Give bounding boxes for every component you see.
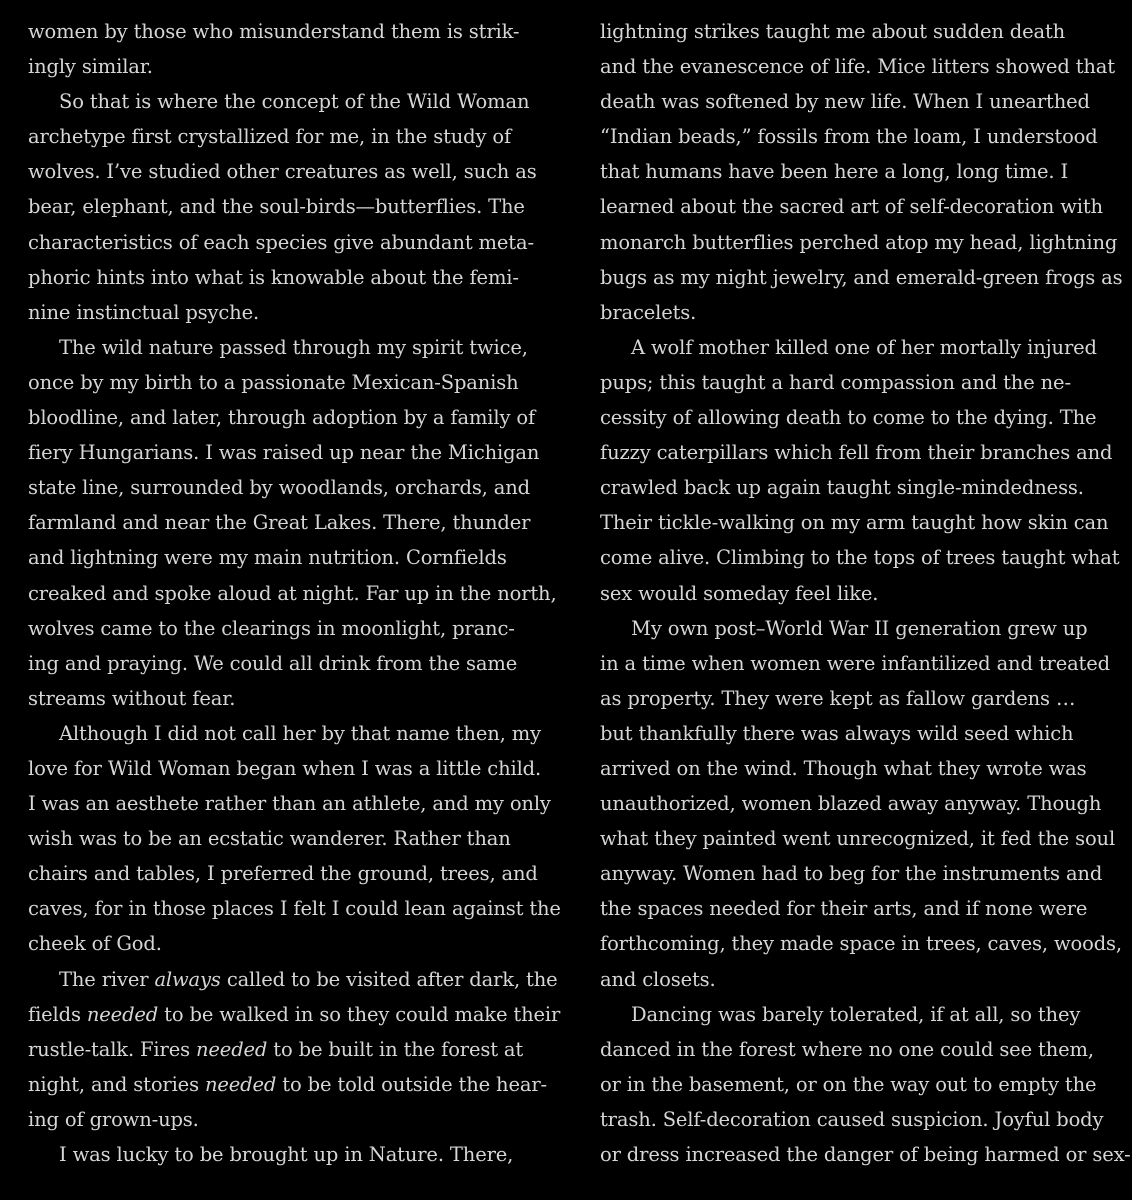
- text-segment: bear, elephant, and the soul-birds—butterflies. The: [28, 195, 525, 219]
- text-line: [28, 365, 548, 400]
- text-line: [28, 84, 548, 119]
- text-line: [600, 295, 1120, 330]
- text-segment: characteristics of each species give abundant meta-: [28, 230, 534, 254]
- text-segment: love for Wild Woman began when I was a little child.: [28, 756, 542, 780]
- text-segment: I was lucky to be brought up in Nature. There,: [59, 1143, 514, 1166]
- text-line: [28, 997, 561, 1032]
- text-segment: So that is where the concept of the Wild Woman: [59, 90, 530, 114]
- text-segment: bugs as my night jewelry, and emerald-green frogs as: [600, 265, 1123, 289]
- text-segment: bloodline, and later, through adoption by a family of: [28, 406, 536, 430]
- text-line: [600, 1032, 1120, 1067]
- text-segment: to be walked in so they could make their: [158, 1002, 561, 1026]
- text-segment: wolves came to the clearings in moonlight, pranc-: [28, 616, 515, 640]
- text-segment: ing and praying. We could all drink from the same: [28, 651, 518, 675]
- text-segment: or in the basement, or on the way out to empty the: [600, 1072, 1097, 1096]
- text-segment: that humans have been here a long, long time. I: [600, 160, 1069, 184]
- text-segment: arrived on the wind. Though what they wrote was: [600, 756, 1087, 780]
- text-segment: Dancing was barely tolerated, if at all, so they: [631, 1002, 1081, 1026]
- text-segment: and closets.: [600, 967, 716, 991]
- text-line: [28, 540, 548, 575]
- text-line: [600, 962, 1120, 997]
- text-segment: trash. Self-decoration caused suspicion. Joyful body: [600, 1107, 1104, 1131]
- text-line: [28, 260, 548, 295]
- text-segment: anyway. Women had to beg for the instruments and: [600, 862, 1103, 886]
- text-segment: wolves. I’ve studied other creatures as well, such as: [28, 160, 537, 184]
- text-segment: called to be visited after dark, the: [220, 967, 558, 991]
- text-segment: ingly similar.: [28, 55, 153, 79]
- text-line: [600, 1102, 1120, 1137]
- text-line: [28, 821, 548, 856]
- text-segment: My own post–World War II generation grew up: [631, 616, 1088, 640]
- text-line: [28, 435, 548, 470]
- text-segment: state line, surrounded by woodlands, orchards, and: [28, 476, 530, 500]
- text-segment: to be built in the forest at: [267, 1037, 524, 1061]
- text-line: [600, 751, 1120, 786]
- text-line: [600, 891, 1120, 926]
- text-segment: streams without fear.: [28, 686, 236, 710]
- text-line: [28, 470, 548, 505]
- text-line: [600, 716, 1120, 751]
- text-line: [600, 260, 1123, 295]
- text-line: [600, 997, 1120, 1032]
- text-segment: death was softened by new life. When I unearthed: [600, 90, 1090, 114]
- text-line: [28, 1067, 548, 1102]
- text-segment: but thankfully there was always wild seed which: [600, 721, 1074, 745]
- text-line: [28, 1032, 548, 1067]
- text-line: [28, 716, 548, 751]
- text-segment: unauthorized, women blazed away anyway. Though: [600, 792, 1102, 816]
- text-segment: to be told outside the hear-: [276, 1072, 547, 1096]
- text-line: [600, 435, 1120, 470]
- text-segment: nine instinctual psyche.: [28, 300, 260, 324]
- text-line: [28, 330, 548, 365]
- text-segment: once by my birth to a passionate Mexican-Spanish: [28, 370, 519, 394]
- text-line: [28, 1137, 548, 1172]
- left-text-column: [28, 14, 561, 1172]
- text-line: [600, 646, 1120, 681]
- text-segment: danced in the forest where no one could see them,: [600, 1037, 1094, 1061]
- text-segment: forthcoming, they made space in trees, caves, woods,: [600, 932, 1122, 956]
- text-line: [600, 189, 1120, 224]
- text-segment: archetype first crystallized for me, in the study of: [28, 125, 512, 149]
- text-line: [600, 856, 1120, 891]
- text-segment: night, and stories: [28, 1072, 205, 1096]
- text-line: [600, 154, 1120, 189]
- text-segment: and lightning were my main nutrition. Cornfields: [28, 546, 507, 570]
- text-line: [600, 505, 1120, 540]
- text-line: [600, 49, 1120, 84]
- text-line: [600, 84, 1120, 119]
- text-line: [600, 681, 1120, 716]
- text-line: [600, 821, 1120, 856]
- text-line: [28, 505, 548, 540]
- text-segment: or dress increased the danger of being harmed or sex-: [600, 1143, 1131, 1166]
- text-line: [600, 225, 1120, 260]
- text-line: [28, 926, 548, 961]
- text-line: [28, 681, 548, 716]
- text-segment: phoric hints into what is knowable about the femi-: [28, 265, 519, 289]
- text-segment: lightning strikes taught me about sudden death: [600, 20, 1066, 43]
- italic-text-segment: always: [154, 967, 221, 991]
- text-segment: crawled back up again taught single-mindedness.: [600, 476, 1084, 500]
- text-line: [28, 49, 548, 84]
- text-segment: cheek of God.: [28, 932, 162, 956]
- text-segment: monarch butterflies perched atop my head, lightning: [600, 230, 1118, 254]
- text-segment: fuzzy caterpillars which fell from their branches and: [600, 441, 1113, 465]
- text-line: [600, 926, 1120, 961]
- text-line: [600, 1067, 1120, 1102]
- text-segment: Although I did not call her by that name then, my: [59, 721, 541, 745]
- text-line: [28, 611, 548, 646]
- text-segment: rustle-talk. Fires: [28, 1037, 196, 1061]
- text-segment: A wolf mother killed one of her mortally injured: [631, 335, 1097, 359]
- text-line: [28, 751, 548, 786]
- text-segment: in a time when women were infantilized and treated: [600, 651, 1110, 675]
- text-segment: sex would someday feel like.: [600, 581, 879, 605]
- text-segment: come alive. Climbing to the tops of trees taught what: [600, 546, 1120, 570]
- text-segment: farmland and near the Great Lakes. There, thunder: [28, 511, 531, 535]
- text-line: [28, 856, 548, 891]
- text-segment: ing of grown-ups.: [28, 1107, 199, 1131]
- text-segment: The wild nature passed through my spirit twice,: [59, 335, 528, 359]
- text-line: [28, 225, 548, 260]
- text-line: [28, 646, 548, 681]
- text-segment: pups; this taught a hard compassion and the ne-: [600, 370, 1071, 394]
- text-line: [600, 14, 1120, 49]
- text-segment: and the evanescence of life. Mice litters showed that: [600, 55, 1115, 79]
- text-segment: the spaces needed for their arts, and if none were: [600, 897, 1088, 921]
- text-line: [28, 786, 551, 821]
- text-segment: fiery Hungarians. I was raised up near the Michigan: [28, 441, 540, 465]
- text-segment: as property. They were kept as fallow gardens …: [600, 686, 1076, 710]
- text-line: [600, 611, 1120, 646]
- text-line: [600, 470, 1120, 505]
- text-segment: Their tickle-walking on my arm taught how skin can: [600, 511, 1109, 535]
- text-line: [600, 400, 1120, 435]
- text-segment: women by those who misunderstand them is strik-: [28, 20, 520, 43]
- text-segment: I was an aesthete rather than an athlete, and my only: [28, 792, 551, 816]
- text-line: [28, 1102, 548, 1137]
- text-line: [28, 400, 548, 435]
- text-segment: learned about the sacred art of self-decoration with: [600, 195, 1103, 219]
- text-segment: cessity of allowing death to come to the dying. The: [600, 406, 1097, 430]
- italic-text-segment: needed: [86, 1002, 159, 1026]
- text-segment: creaked and spoke aloud at night. Far up in the north,: [28, 581, 557, 605]
- text-segment: fields: [28, 1002, 87, 1026]
- right-text-column: [600, 14, 1131, 1172]
- text-line: [600, 330, 1120, 365]
- italic-text-segment: needed: [196, 1037, 268, 1061]
- text-line: [28, 14, 548, 49]
- text-segment: caves, for in those places I felt I could lean against the: [28, 897, 561, 921]
- text-segment: what they painted went unrecognized, it fed the soul: [600, 827, 1116, 851]
- text-line: [600, 576, 1120, 611]
- text-line: [28, 189, 548, 224]
- text-line: [600, 365, 1120, 400]
- text-line: [28, 962, 558, 997]
- text-line: [28, 576, 557, 611]
- text-line: [600, 119, 1120, 154]
- italic-text-segment: needed: [204, 1072, 277, 1096]
- text-line: [600, 1137, 1131, 1172]
- text-segment: “Indian beads,” fossils from the loam, I understood: [600, 125, 1098, 149]
- text-line: [28, 891, 561, 926]
- text-line: [28, 119, 548, 154]
- text-segment: The river: [59, 967, 155, 991]
- text-line: [600, 540, 1120, 575]
- text-segment: chairs and tables, I preferred the ground, trees, and: [28, 862, 538, 886]
- text-line: [600, 786, 1120, 821]
- text-segment: wish was to be an ecstatic wanderer. Rather than: [28, 827, 511, 851]
- text-line: [28, 295, 548, 330]
- text-segment: bracelets.: [600, 300, 697, 324]
- text-line: [28, 154, 548, 189]
